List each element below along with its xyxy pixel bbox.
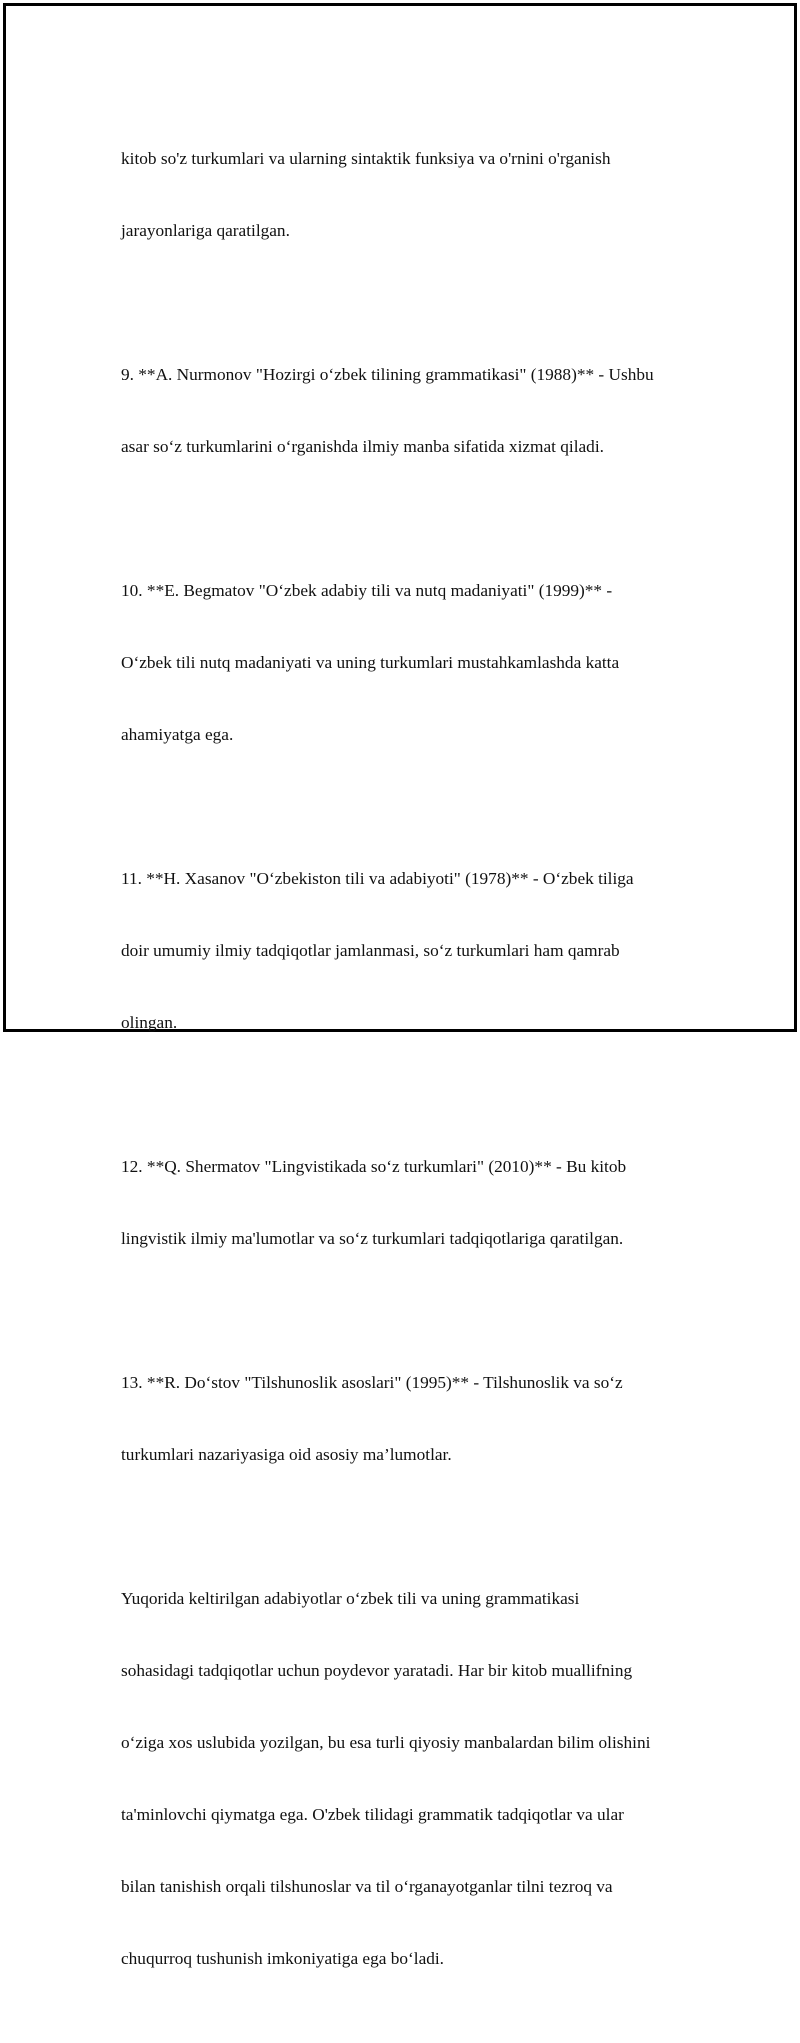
text-line: jarayonlariga qaratilgan. [121, 221, 290, 240]
text-line: 9. **A. Nurmonov "Hozirgi o‘zbek tilining grammatikasi" (1988)** - Ushbu [121, 365, 654, 384]
reference-item-9 [121, 315, 696, 507]
text-line: lingvistik ilmiy ma'lumotlar va so‘z turkumlari tadqiqotlariga qaratilgan. [121, 1229, 624, 1248]
reference-item-12 [121, 1107, 696, 1299]
text-line: doir umumiy ilmiy tadqiqotlar jamlanmasi, so‘z turkumlari ham qamrab [121, 941, 620, 960]
text-line: ahamiyatga ega. [121, 725, 234, 744]
text-line: olingan. [121, 1013, 178, 1032]
text-line: 13. **R. Do‘stov "Tilshunoslik asoslari" (1995)** - Tilshunoslik va so‘z [121, 1373, 623, 1392]
text-line: bilan tanishish orqali tilshunoslar va til o‘rganayotganlar tilni tezroq va [121, 1877, 613, 1896]
page-frame [3, 3, 797, 1968]
text-line: asar so‘z turkumlarini o‘rganishda ilmiy manba sifatida xizmat qiladi. [121, 437, 604, 456]
conclusion-paragraph [121, 1539, 696, 2019]
page-content [121, 99, 696, 2043]
reference-item-11 [121, 819, 696, 1083]
text-line: 11. **H. Xasanov "O‘zbekiston tili va adabiyoti" (1978)** - O‘zbek tiliga [121, 869, 634, 888]
text-line: o‘ziga xos uslubida yozilgan, bu esa turli qiyosiy manbalardan bilim olishini [121, 1733, 651, 1752]
text-line: kitob so'z turkumlari va ularning sintaktik funksiya va o'rnini o'rganish [121, 149, 611, 168]
reference-item-10 [121, 531, 696, 795]
text-line: Yuqorida keltirilgan adabiyotlar o‘zbek tili va uning grammatikasi [121, 1589, 580, 1608]
text-line: 12. **Q. Shermatov "Lingvistikada so‘z turkumlari" (2010)** - Bu kitob [121, 1157, 627, 1176]
text-line: ta'minlovchi qiymatga ega. O'zbek tilidagi grammatik tadqiqotlar va ular [121, 1805, 624, 1824]
reference-item-13 [121, 1323, 696, 1515]
paragraph-intro-continuation [121, 99, 696, 291]
text-line: turkumlari nazariyasiga oid asosiy ma’lumotlar. [121, 1445, 452, 1464]
text-line: sohasidagi tadqiqotlar uchun poydevor yaratadi. Har bir kitob muallifning [121, 1661, 633, 1680]
text-line: 10. **E. Begmatov "O‘zbek adabiy tili va nutq madaniyati" (1999)** - [121, 581, 613, 600]
text-line: chuqurroq tushunish imkoniyatiga ega bo‘ladi. [121, 1949, 445, 1968]
text-line: O‘zbek tili nutq madaniyati va uning turkumlari mustahkamlashda katta [121, 653, 620, 672]
